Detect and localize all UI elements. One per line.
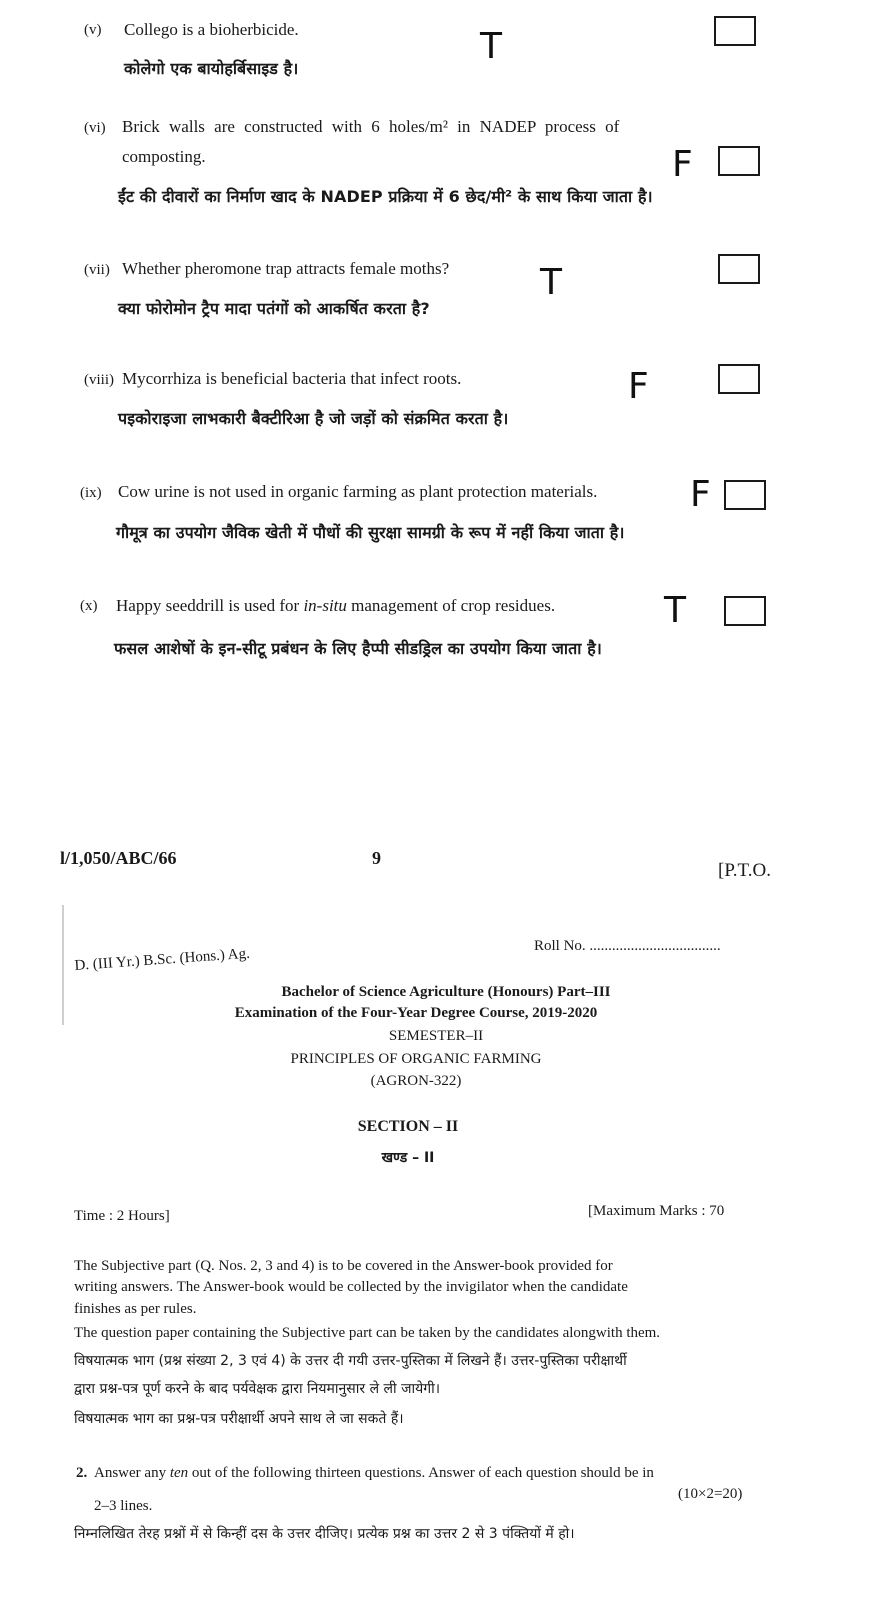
question-number: (x) [80,598,98,614]
question-number: (viii) [84,372,114,388]
question-number: (vii) [84,262,110,278]
roll-number-field: Roll No. ................................... [534,938,721,954]
answer-box[interactable] [718,146,760,176]
maximum-marks: [Maximum Marks : 70 [588,1203,725,1219]
question-text-hi: पइकोराइजा लाभकारी बैक्टीरिआ है जो जड़ों को संक्रमित करता है। [118,409,509,428]
question-text-hi: ईंट की दीवारों का निर्माण खाद के NADEP प्रक्रिया में 6 छेद/मी² के साथ किया जाता है। [118,187,653,206]
question-number: (v) [84,22,102,38]
question-text-en: Answer any ten out of the following thirteen questions. Answer of each question should be in [94,1465,654,1481]
question-number: (vi) [84,120,106,136]
answer-box[interactable] [714,16,756,46]
header-line-2: Examination of the Four-Year Degree Course, 2019-2020 [234,1005,598,1021]
instruction-line-hi: विषयात्मक भाग का प्रश्न-पत्र परीक्षार्थी अपने साथ ले जा सकते हैं। [74,1411,404,1427]
question-text-en: Whether pheromone trap attracts female moths? [122,259,450,278]
question-text-en-cont: 2–3 lines. [94,1498,153,1514]
answer-box[interactable] [724,480,766,510]
handwritten-answer: T [480,26,502,67]
question-number: 2. [76,1465,88,1481]
instruction-line: writing answers. The Answer-book would be collected by the invigilator when the candidate [74,1279,628,1295]
section-title-hi: खण्ड – II [381,1150,435,1166]
semester: SEMESTER–II [388,1028,484,1044]
question-text-hi: गौमूत्र का उपयोग जैविक खेती में पौधों की सुरक्षा सामग्री के रूप में नहीं किया जाता है। [116,523,625,542]
question-number: (ix) [80,485,102,501]
paper-code: l/1,050/ABC/66 [60,848,177,868]
question-text-en: Cow urine is not used in organic farming as plant protection materials. [118,482,598,501]
instruction-line: The Subjective part (Q. Nos. 2, 3 and 4) is to be covered in the Answer-book provided for [74,1258,613,1274]
question-text-hi: क्या फोरोमोन ट्रैप मादा पतंगों को आकर्षित करता है? [118,299,430,318]
question-text-en: Mycorrhiza is beneficial bacteria that infect roots. [122,369,462,388]
instruction-line: The question paper containing the Subjective part can be taken by the candidates alongwith them. [74,1325,661,1341]
subject-code: (AGRON-322) [370,1073,462,1089]
subject-title: PRINCIPLES OF ORGANIC FARMING [290,1051,542,1067]
question-text-en: Collego is a bioherbicide. [124,20,299,39]
handwritten-answer: T [540,262,562,303]
answer-box[interactable] [718,364,760,394]
exam-time: Time : 2 Hours] [74,1208,170,1224]
header-line-1: Bachelor of Science Agriculture (Honours) Part–III [281,984,611,1000]
answer-box[interactable] [724,596,766,626]
handwritten-answer: F [672,144,693,185]
question-text-hi: कोलेगो एक बायोहर्बिसाइड है। [124,59,299,78]
answer-box[interactable] [718,254,760,284]
handwritten-answer: T [664,590,686,631]
instruction-line-hi: विषयात्मक भाग (प्रश्न संख्या 2, 3 एवं 4) के उत्तर दी गयी उत्तर-पुस्तिका में लिखने हैं। उत्तर-पुस्तिका परीक्षार्थी [74,1353,627,1369]
question-text-en-cont: composting. [122,147,206,166]
page-number: 9 [372,848,381,868]
question-text-en: Brick walls are constructed with 6 holes/m² in NADEP process of [122,117,620,136]
pto-label: [P.T.O. [718,860,771,881]
question-marks: (10×2=20) [678,1486,743,1502]
question-text-hi: निम्नलिखित तेरह प्रश्नों में से किन्हीं दस के उत्तर दीजिए। प्रत्येक प्रश्न का उत्तर 2 से 3 पंक्तियों में हो। [74,1526,575,1542]
instruction-line: finishes as per rules. [74,1301,197,1317]
question-text-en: Happy seeddrill is used for in-situ management of crop residues. [116,596,556,615]
course-code: D. (III Yr.) B.Sc. (Hons.) Ag. [74,945,251,974]
handwritten-answer: F [690,474,711,515]
section-title-en: SECTION – II [357,1118,459,1135]
instruction-line-hi: द्वारा प्रश्न-पत्र पूर्ण करने के बाद पर्यवेक्षक द्वारा नियमानुसार ले ली जायेगी। [74,1381,441,1397]
question-text-hi: फसल आशेषों के इन-सीटू प्रबंधन के लिए हैप्पी सीडड्रिल का उपयोग किया जाता है। [114,639,602,658]
handwritten-answer: F [628,366,649,407]
